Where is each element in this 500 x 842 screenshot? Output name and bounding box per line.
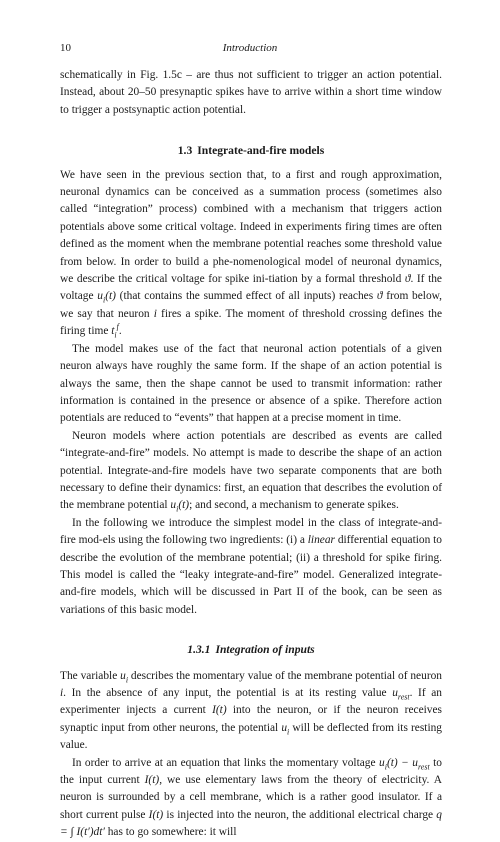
section-heading-1-3 [60,142,442,159]
math-i: i [153,307,157,320]
math-I-t: I(t) [148,808,164,821]
math-ui: $u_i$ [281,721,290,737]
math-ui-t: $u_i(t)$ [170,499,190,514]
subsection-title: Integration of inputs [215,643,315,657]
paragraph-simplest-model: In the following we introduce the simplest model in the class of integrate-and-fire mod-els using the following two ingredients: (i) a linear differential equation to describe the evolution of the membrane potential; (ii) a threshold for spike firing. This model is called the “leaky integrate-and-fire” model. Generalized integrate-and-fire models, which will be discussed in Part II of the book, can be seen as variations of this basic model. [60,516,442,616]
math-ui-minus-urest: $u_i(t) - u_{rest}$ [379,756,430,771]
page-header [60,40,440,56]
emphasis-linear: linear [307,534,335,547]
paragraph-variable-ui: The variable $u_i$ describes the momentary value of the membrane potential of neuron i. In the absence of any input, the potential is at its resting value $u_{rest}$. If an experimenter injects a current I(t) into the neuron, or if the neuron receives synaptic input from other neurons, the potential $u_i$ will be deflected from its resting value. [60,669,442,752]
paragraph-continued: schematically in Fig. 1.5c – are thus not sufficient to trigger an action potential. Instead, about 20–50 presynaptic spikes have to arrive within a short time window to trigger a postsynaptic action potential. [60,69,442,116]
math-charge-integral: q = ∫ I(t′)dt′ [60,808,442,839]
math-ti-f: $t_i^f$ [111,322,119,340]
section-title: Integrate-and-fire models [197,144,325,158]
math-theta: ϑ [376,290,383,303]
page-body [60,67,442,842]
math-ui-t: $u_i(t)$ [97,290,116,305]
math-I-t: I(t) [144,774,160,787]
paragraph-electricity: In order to arrive at an equation that links the momentary voltage $u_i(t) - u_{rest}$ to the input current I(t), we use elementary laws from the theory of electricity. A neuron is surrounded by a cell membrane, which is a rather good insulator. If a short current pulse I(t) is injected into the neuron, the additional electrical charge q = ∫ I(t′)dt′ has to go somewhere: it will [60,756,442,839]
subsection-heading-1-3-1 [60,641,442,658]
math-ui: $u_i$ [120,669,129,684]
math-I-t: I(t) [212,704,227,717]
paragraph-threshold: We have seen in the previous section that, to a first and rough approximation, neuronal dynamics can be conceived as a summation process (sometimes also called “integration” process) combined with a mechanism that triggers action potentials above some critical voltage. Indeed in experiments firing times are often defined as the moment when the membrane potential reaches some threshold value from below. In order to build a phe-nomenological model of neuronal dynamics, we describe the critical voltage for spike ini-tiation by a formal threshold ϑ. If the voltage $u_i(t)$ (that contains the summed effect of all inputs) reaches ϑ from below, we say that neuron i fires a spike. The moment of threshold crossing defines the firing time $t_i^f$. [60,168,442,340]
section-number: 1.3 [177,144,193,158]
running-head: Introduction [222,42,278,54]
math-theta: ϑ [404,273,411,286]
page-number: 10 [60,42,71,54]
math-i: i [60,687,64,699]
subsection-number: 1.3.1 [187,643,211,657]
paragraph-integrate-and-fire: Neuron models where action potentials are described as events are called “integrate-and-fire” models. No attempt is made to describe the shape of an action potential. Integrate-and-fire models have two separate components that are both necessary to define their dynamics: first, an equation that describes the evolution of the membrane potential $u_i(t)$; and second, a mechanism to generate spikes. [60,429,442,514]
math-u-rest: $u_{rest}$ [392,687,410,702]
paragraph-spike-shape: The model makes use of the fact that neuronal action potentials of a given neuron always have roughly the same form. If the shape of an action potential is always the same, then the shape cannot be used to transmit information: rather information is contained in the presence or absence of a spike. Therefore action potentials are reduced to “events” that happen at a precise moment in time. [60,342,442,425]
